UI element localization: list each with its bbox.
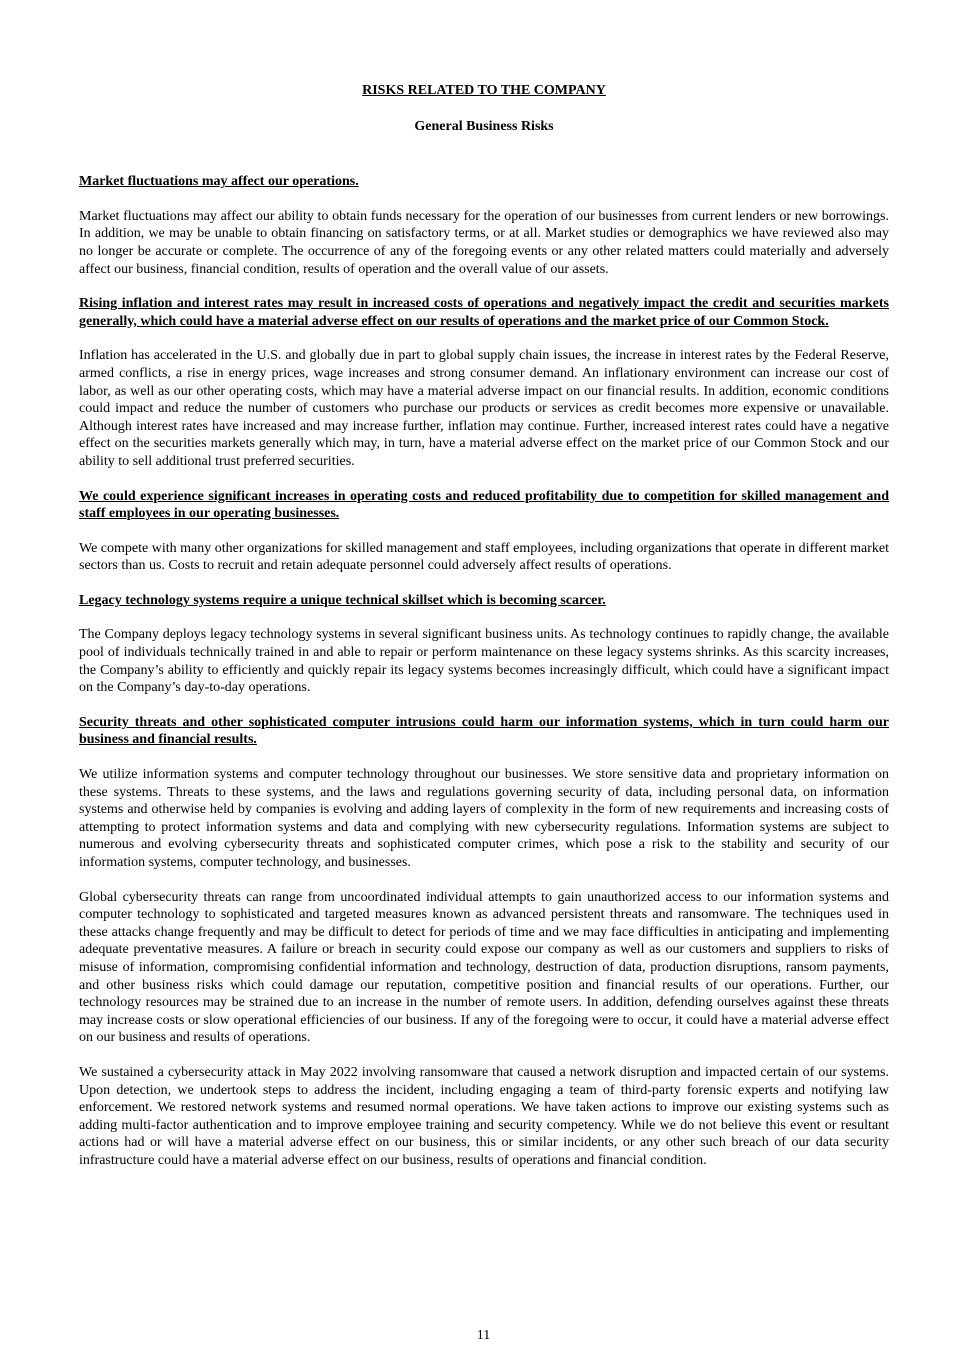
risk-paragraph: Inflation has accelerated in the U.S. and globally due in part to global supply chain issues, the increase in interest rates by the Federal Reserve, armed conflicts, a rise in energy prices, wage increases and strong consumer demand. An inflationary environment can increase our cost of labor, as well as our other operating costs, which may have a material adverse impact on our financial results. In addition, economic conditions could impact and reduce the number of customers who purchase our products or services as credit becomes more expensive or unavailable. Although interest rates have increased and may increase further, inflation may continue. Further, increased interest rates could have a negative effect on the securities markets generally which may, in turn, have a material adverse effect on the market price of our Common Stock and our ability to sell additional trust preferred securities. (79, 348, 889, 469)
risk-paragraph: Global cybersecurity threats can range from uncoordinated individual attempts to gain unauthorized access to our information systems and computer technology to sophisticated and targeted measures known as advanced persistent threats and ransomware. The techniques used in these attacks change frequently and may be difficult to detect for periods of time and we may face difficulties in anticipating and implementing adequate preventative measures. A failure or breach in security could expose our company as well as our customers and suppliers to risks of misuse of information, compromising confidential information and technology, destruction of data, production disruptions, ransom payments, and other business risks which could damage our reputation, competitive position and financial results of our operations. Further, our technology resources may be strained due to an increase in the number of remote users. In addition, defending ourselves against these threats may increase costs or slow operational efficiencies of our business. If any of the foregoing were to occur, it could have a material adverse effect on our business and results of operations. (79, 889, 889, 1046)
risk-paragraph: We compete with many other organizations for skilled management and staff employees, including organizations that operate in different market sectors than us. Costs to recruit and retain adequate personnel could adversely affect results of operations. (79, 540, 889, 574)
page-number: 11 (476, 1328, 491, 1343)
risk-heading-legacy-technology: Legacy technology systems require a unique technical skillset which is becoming scarcer. (79, 592, 606, 608)
risk-heading-staff-competition: We could experience significant increases in operating costs and reduced profitability due to competition for skilled management and staff employees in our operating businesses. (79, 488, 889, 522)
risk-paragraph: We utilize information systems and computer technology throughout our businesses. We store sensitive data and proprietary information on these systems. Threats to these systems, and the laws and regulations governing security of data, including personal data, on information systems and otherwise held by companies is evolving and adding layers of complexity in the form of new requirements and increasing costs of attempting to protect information systems and data and complying with new cybersecurity regulations. Information systems are subject to numerous and evolving cybersecurity threats and sophisticated computer crimes, which pose a risk to the stability and security of our information systems, computer technology, and businesses. (79, 767, 889, 870)
risk-heading-inflation: Rising inflation and interest rates may result in increased costs of operations and negatively impact the credit and securities markets generally, which could have a material adverse effect on our results of operations and the market price of our Common Stock. (79, 296, 889, 329)
section-subtitle: General Business Risks (414, 118, 554, 134)
risk-heading-market-fluctuations: Market fluctuations may affect our operations. (79, 174, 359, 190)
risk-paragraph: The Company deploys legacy technology systems in several significant business units. As technology continues to rapidly change, the available pool of individuals technically trained in and able to repair or perform maintenance on these legacy systems shrinks. As this scarcity increases, the Company’s ability to efficiently and quickly repair its legacy systems becomes increasingly difficult, which could have a significant impact on the Company’s day-to-day operations. (79, 627, 889, 696)
page-title: RISKS RELATED TO THE COMPANY (362, 83, 606, 98)
document-page (79, 82, 889, 1170)
risk-paragraph: We sustained a cybersecurity attack in May 2022 involving ransomware that caused a network disruption and impacted certain of our systems. Upon detection, we undertook steps to address the incident, including engaging a team of third-party forensic experts and notifying law enforcement. We restored network systems and resumed normal operations. We have taken actions to improve our existing systems such as adding multi-factor authentication and to improve employee training and security competency. While we do not believe this event or resultant actions had or will have a material adverse effect on our business, this or similar incidents, or any other such breach of our data security infrastructure could have a material adverse effect on our business, results of operations and financial condition. (79, 1064, 889, 1168)
risk-paragraph: Market fluctuations may affect our ability to obtain funds necessary for the operation of our businesses from current lenders or new borrowings. In addition, we may be unable to obtain financing on satisfactory terms, or at all. Market studies or demographics we have reviewed also may no longer be accurate or complete. The occurrence of any of the foregoing events or any other related matters could materially and adversely affect our business, financial condition, results of operation and the overall value of our assets. (79, 208, 889, 277)
risk-heading-security-threats: Security threats and other sophisticated computer intrusions could harm our information systems, which in turn could harm our business and financial results. (79, 714, 889, 748)
